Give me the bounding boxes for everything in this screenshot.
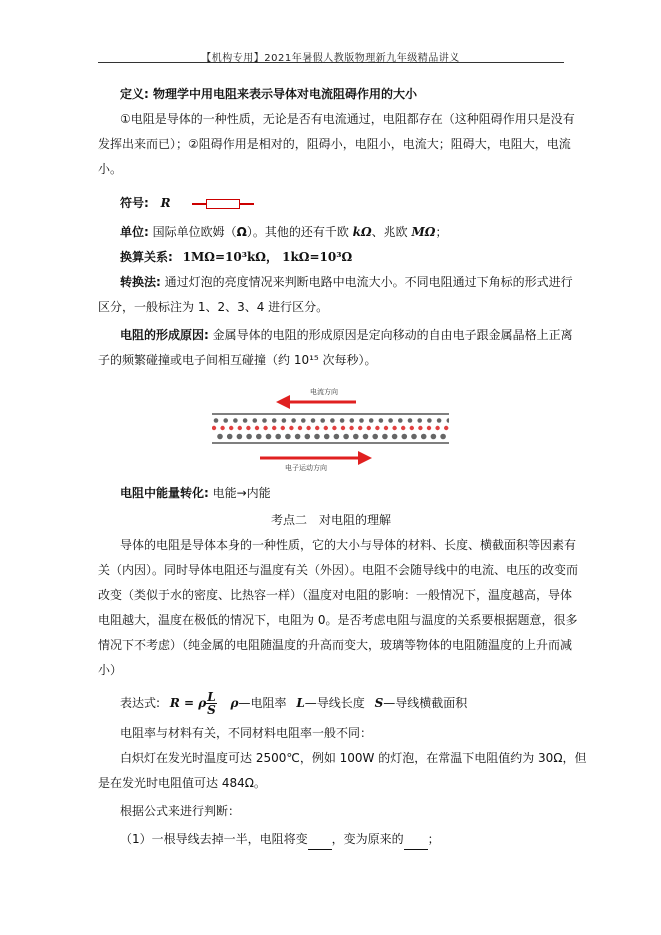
ion-dot xyxy=(330,418,335,423)
formula-line xyxy=(120,690,564,716)
unit-text: 国际单位欧姆（ xyxy=(148,225,237,239)
electron-dot xyxy=(332,426,336,430)
ion-dot xyxy=(363,434,369,440)
electron-dot xyxy=(358,426,362,430)
transform-label: 转换法: xyxy=(120,275,161,289)
current-direction-label: 电流方向 xyxy=(310,388,338,396)
electron-dot xyxy=(418,426,422,430)
ion-dot xyxy=(372,434,378,440)
electron-dot xyxy=(298,426,302,430)
resistor-symbol-icon xyxy=(192,199,254,209)
formula-rho: ρ xyxy=(230,696,239,710)
understanding-line-6: 小） xyxy=(98,663,123,677)
energy-text: 电能→内能 xyxy=(208,486,271,500)
electron-dot xyxy=(263,426,267,430)
ion-dot xyxy=(266,434,272,440)
symbol-label: 符号: xyxy=(120,196,149,210)
electron-dot xyxy=(272,426,276,430)
transform-line-1 xyxy=(120,271,573,293)
understanding-line-3: 改变（类似于水的密度、比热容一样）（温度对电阻的影响：一般情况下，温度越高，导体 xyxy=(98,588,573,602)
electron-dot xyxy=(341,426,345,430)
ion-dot xyxy=(382,434,388,440)
cause-line-1 xyxy=(120,324,573,346)
ion-dot xyxy=(447,418,450,423)
conductor-diagram xyxy=(212,383,449,473)
resistor-right-wire xyxy=(240,203,254,205)
ion-dot xyxy=(402,434,408,440)
unit-line xyxy=(120,221,564,243)
ion-dot xyxy=(291,418,296,423)
formula-s: S xyxy=(374,696,384,710)
formula-l-text: —导线长度 xyxy=(304,696,365,710)
electron-dot xyxy=(255,426,259,430)
ion-dot xyxy=(253,418,258,423)
formula-denominator: S xyxy=(207,703,216,717)
understanding-line-4: 电阻越大，温度在极低的情况下，电阻为 0。是否考虑电阻与温度的关系要根据题意，很多 xyxy=(98,613,578,627)
question-1 xyxy=(120,828,564,850)
ion-dot xyxy=(359,418,364,423)
question-1-blank-2[interactable] xyxy=(404,835,428,850)
electron-dot xyxy=(435,426,439,430)
electron-dot xyxy=(392,426,396,430)
conversion-text: 1MΩ=10³kΩ， 1kΩ=10³Ω xyxy=(182,250,353,264)
ion-dot xyxy=(314,434,320,440)
formula-lhs: R = ρ xyxy=(169,696,207,710)
formula-label: 表达式: xyxy=(120,696,161,710)
ion-dot xyxy=(340,418,345,423)
ion-dot xyxy=(392,434,398,440)
ion-dot xyxy=(246,434,252,440)
definition-note-2: 发挥出来而已）；②阻碍作用是相对的，阻碍小，电阻小，电流大；阻碍大，电阻大，电流 xyxy=(98,137,571,151)
ion-dot xyxy=(427,418,432,423)
symbol-line xyxy=(120,192,564,214)
electron-dot xyxy=(281,426,285,430)
ion-dot xyxy=(227,434,233,440)
unit-label: 单位: xyxy=(120,225,149,239)
electron-dot xyxy=(229,426,233,430)
ion-dot xyxy=(233,418,238,423)
ion-dot xyxy=(379,418,384,423)
resistivity-line: 电阻率与材料有关，不同材料电阻率一般不同： xyxy=(120,726,373,740)
ion-dot xyxy=(324,434,330,440)
cause-label: 电阻的形成原因: xyxy=(120,328,209,342)
conversion-label: 换算关系: xyxy=(120,250,173,264)
electron-dot xyxy=(289,426,293,430)
question-1-blank-1[interactable] xyxy=(308,835,332,850)
resistor-left-wire xyxy=(192,203,206,205)
ion-dot xyxy=(388,418,393,423)
formula-rho-text: —电阻率 xyxy=(238,696,287,710)
understanding-line-5: 情况下不考虑）（纯金属的电阻随温度的升高而变大，玻璃等物体的电阻随温度的上升而减 xyxy=(98,638,573,652)
ion-dot xyxy=(431,434,437,440)
definition-note-3: 小。 xyxy=(98,162,123,176)
unit-mohm: MΩ xyxy=(411,225,436,239)
question-1-text-c: ； xyxy=(427,832,440,846)
electron-dot xyxy=(410,426,414,430)
cause-line-2: 子的频繁碰撞或电子间相互碰撞（约 10¹⁵ 次每秒）。 xyxy=(98,353,377,367)
particles-group xyxy=(212,418,449,439)
ion-dot xyxy=(421,434,427,440)
ion-dot xyxy=(275,434,281,440)
cause-text-1: 金属导体的电阻的形成原因是定向移动的自由电子跟金属晶格上正离 xyxy=(208,328,573,342)
lamp-line-2: 是在发光时电阻值可达 484Ω。 xyxy=(98,776,266,790)
definition-note-1: ①电阻是导体的一种性质，无论是否有电流通过，电阻都存在（这种阻碍作用只是没有 xyxy=(120,112,575,126)
definition-line xyxy=(120,83,564,105)
ion-dot xyxy=(217,434,223,440)
electron-arrow-head-icon xyxy=(358,451,372,465)
ion-dot xyxy=(353,434,359,440)
electron-dot xyxy=(444,426,448,430)
ion-dot xyxy=(320,418,325,423)
ion-dot xyxy=(350,418,355,423)
ion-dot xyxy=(408,418,413,423)
electron-dot xyxy=(238,426,242,430)
electron-dot xyxy=(324,426,328,430)
electron-dot xyxy=(220,426,224,430)
ion-dot xyxy=(369,418,374,423)
ion-dot xyxy=(417,418,422,423)
energy-label: 电阻中能量转化: xyxy=(120,486,209,500)
electron-dot xyxy=(401,426,405,430)
ion-dot xyxy=(295,434,301,440)
electron-dot xyxy=(349,426,353,430)
lamp-line-1: 白炽灯在发光时温度可达 2500℃，例如 100W 的灯泡，在常温下电阻值约为 30Ω，但 xyxy=(120,751,587,765)
formula-numerator: L xyxy=(207,690,216,704)
electron-dot xyxy=(367,426,371,430)
definition-label: 定义: xyxy=(120,87,149,101)
ion-dot xyxy=(223,418,228,423)
ion-dot xyxy=(272,418,277,423)
electron-dot xyxy=(212,426,216,430)
question-1-text-a: （1）一根导线去掉一半，电阻将变 xyxy=(120,832,308,846)
ion-dot xyxy=(301,418,306,423)
ion-dot xyxy=(305,434,311,440)
formula-l: L xyxy=(296,696,305,710)
transform-text-1: 通过灯泡的亮度情况来判断电路中电流大小。不同电阻通过下角标的形式进行 xyxy=(160,275,573,289)
formula-fraction xyxy=(206,691,216,716)
page-header: 【机构专用】2021年暑假人教版物理新九年级精品讲义 xyxy=(201,53,460,64)
electron-dot xyxy=(246,426,250,430)
current-arrow-head-icon xyxy=(276,395,290,409)
unit-text-3: 、兆欧 xyxy=(371,225,412,239)
conversion-line xyxy=(120,246,564,268)
ion-dot xyxy=(437,418,442,423)
header-divider xyxy=(98,62,564,63)
unit-text-2: ）。其他的还有千欧 xyxy=(246,225,353,239)
ion-dot xyxy=(411,434,417,440)
electron-dot xyxy=(306,426,310,430)
unit-text-4: ； xyxy=(435,225,448,239)
ion-dot xyxy=(237,434,243,440)
section-title: 考点二 对电阻的理解 xyxy=(270,513,391,527)
ion-dot xyxy=(334,434,340,440)
understanding-line-2: 关（内因）。同时导体电阻还与温度有关（外因）。电阻不会随导线中的电流、电压的改变而 xyxy=(98,563,579,577)
electron-dot xyxy=(375,426,379,430)
electron-dot xyxy=(427,426,431,430)
ion-dot xyxy=(343,434,349,440)
ion-dot xyxy=(282,418,287,423)
question-1-text-b: ，变为原来的 xyxy=(331,832,404,846)
electron-dot xyxy=(384,426,388,430)
ion-dot xyxy=(285,434,291,440)
ion-dot xyxy=(214,418,219,423)
ion-dot xyxy=(398,418,403,423)
electron-direction-label: 电子运动方向 xyxy=(285,464,327,472)
conductor-figure xyxy=(212,383,449,473)
definition-text: 物理学中用电阻来表示导体对电流阻碍作用的大小 xyxy=(148,87,417,101)
transform-line-2: 区分，一般标注为 1、2、3、4 进行区分。 xyxy=(98,300,329,314)
ion-dot xyxy=(311,418,316,423)
ion-dot xyxy=(243,418,248,423)
judge-intro: 根据公式来进行判断： xyxy=(120,804,241,818)
formula-s-text: —导线横截面积 xyxy=(383,696,468,710)
ion-dot xyxy=(256,434,262,440)
ion-dot xyxy=(262,418,267,423)
resistor-body xyxy=(206,199,240,209)
symbol-r: R xyxy=(160,196,171,210)
unit-kohm: kΩ xyxy=(352,225,372,239)
understanding-line-1: 导体的电阻是导体本身的一种性质，它的大小与导体的材料、长度、横截面积等因素有 xyxy=(120,538,577,552)
electron-dot xyxy=(315,426,319,430)
energy-line xyxy=(120,482,564,504)
ion-dot xyxy=(440,434,446,440)
unit-ohm: Ω xyxy=(236,225,247,239)
